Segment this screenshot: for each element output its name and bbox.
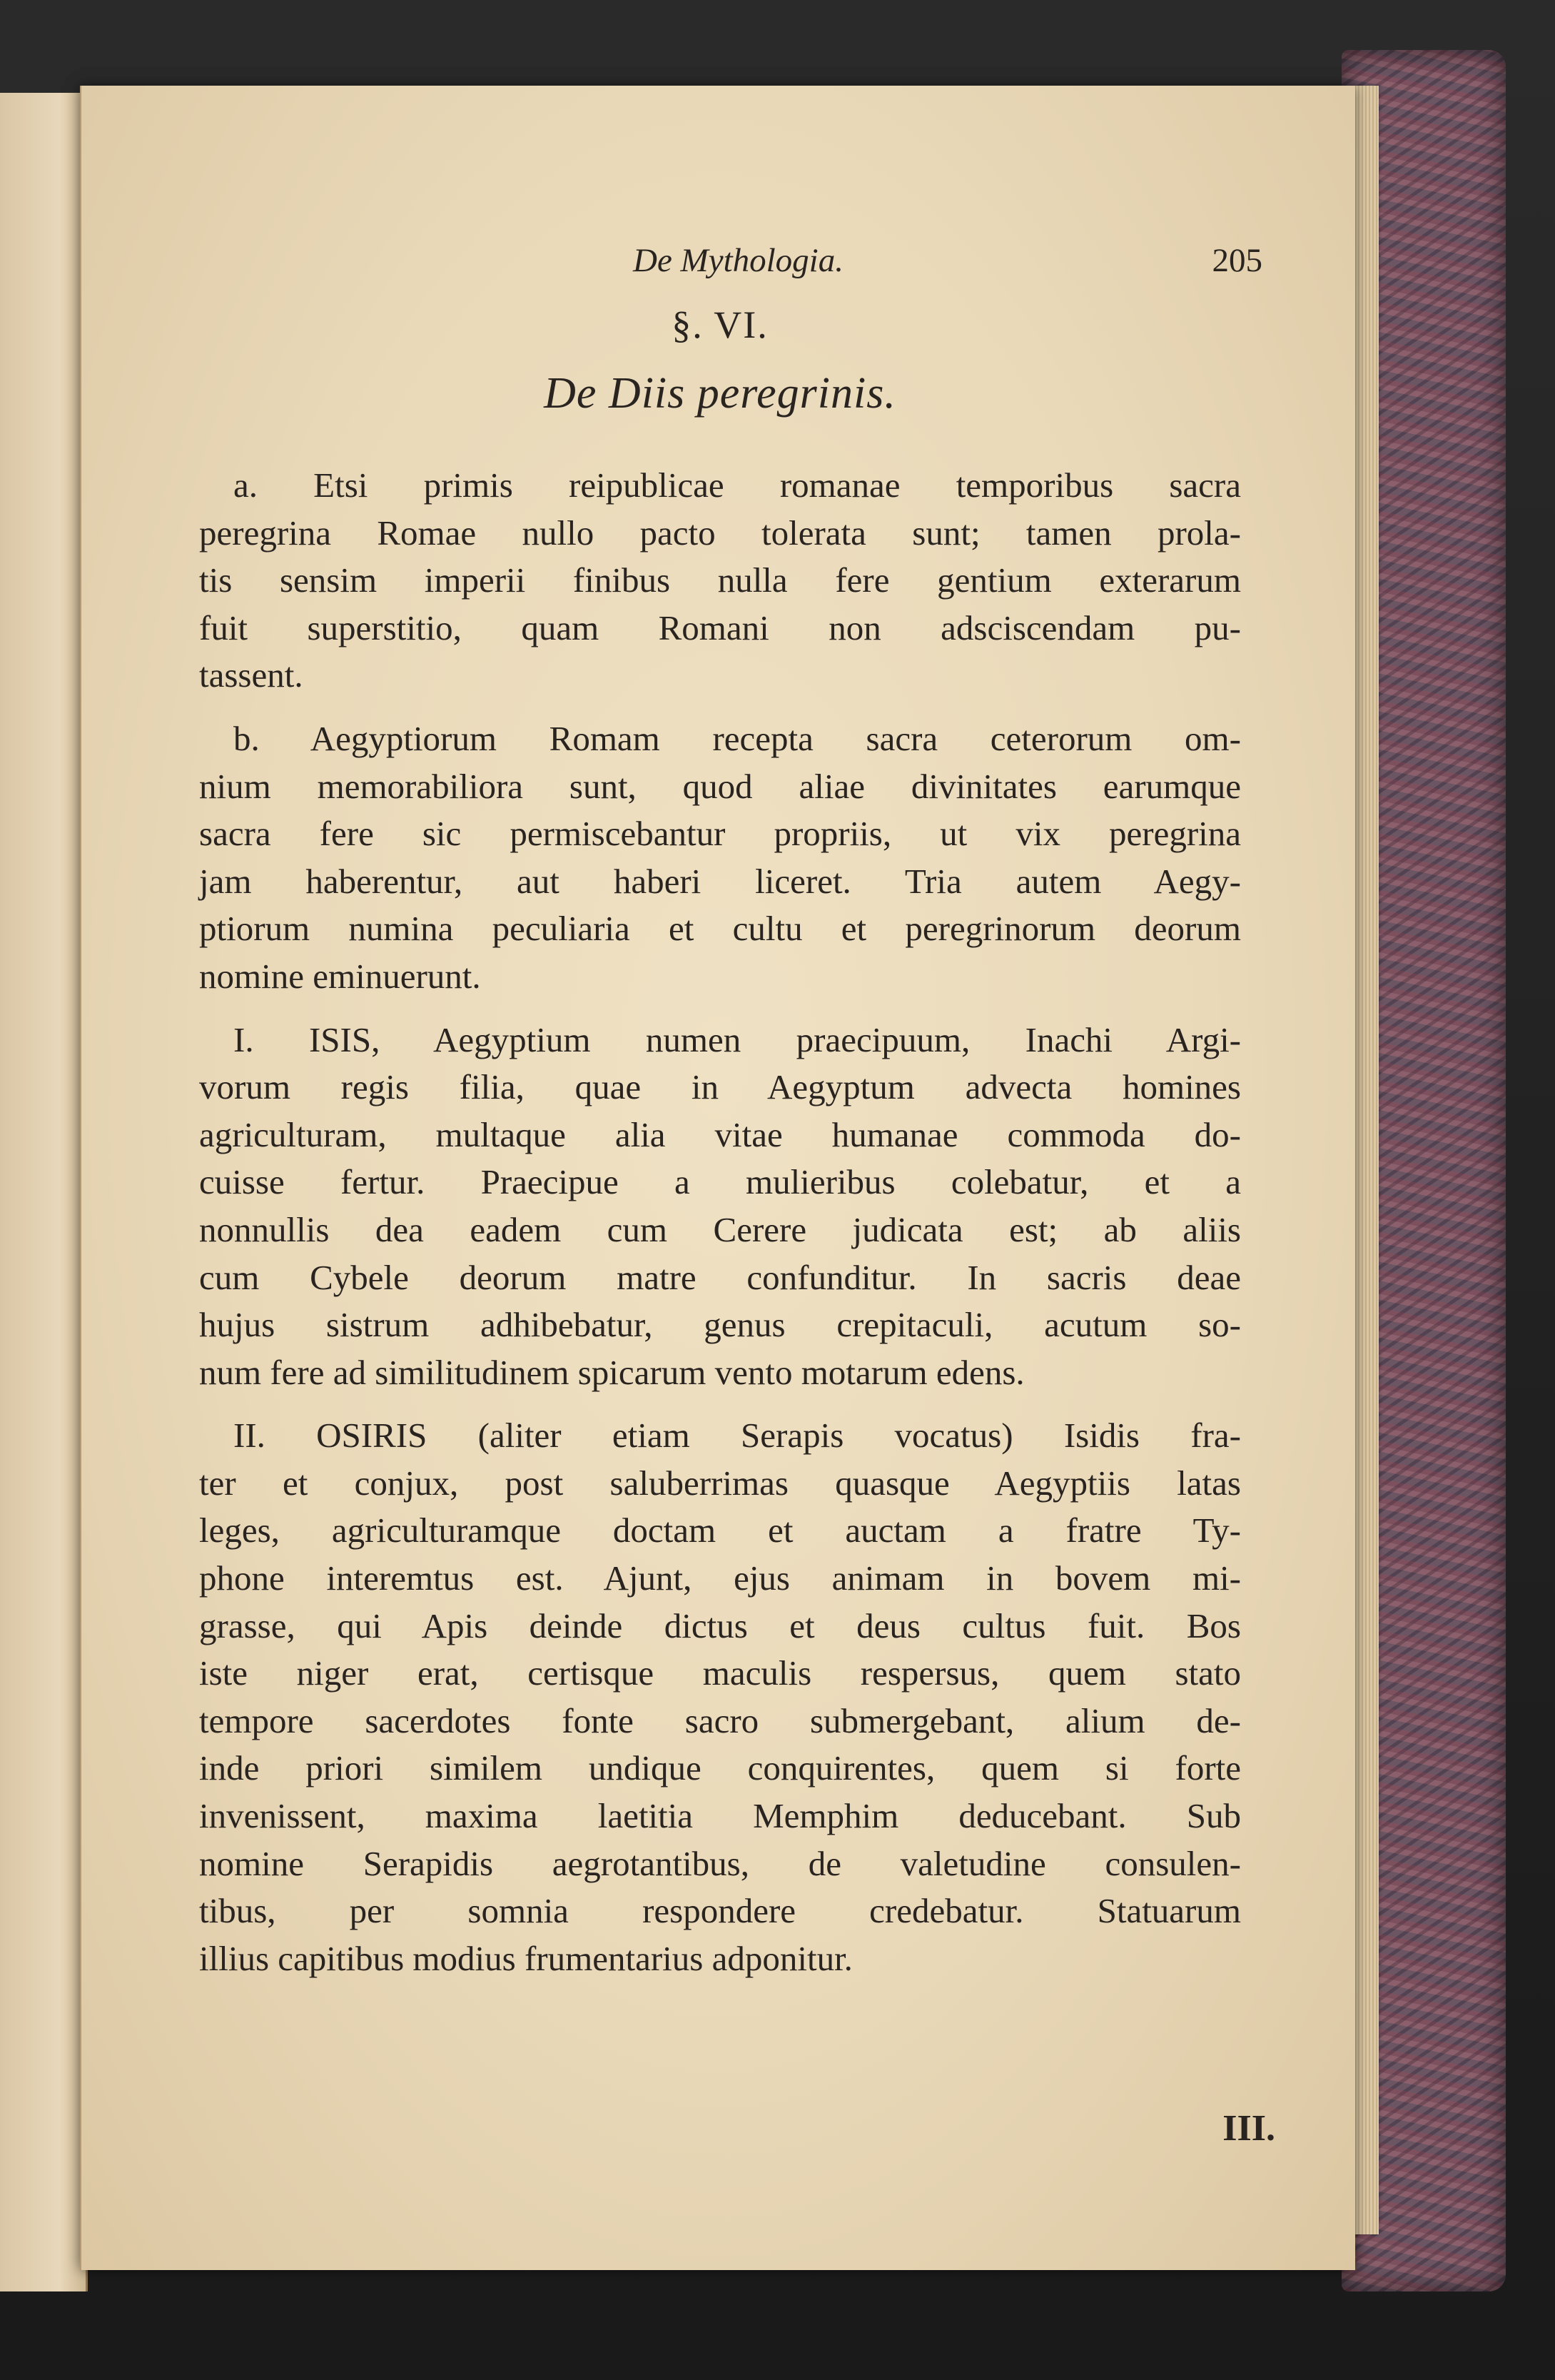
text-line: tempore sacerdotes fonte sacro submergebant, alium de- (199, 1700, 1241, 1740)
paragraph-a (199, 462, 1241, 700)
text-line: cuisse fertur. Praecipue a mulieribus colebatur, et a (199, 1162, 1241, 1202)
text-line: agriculturam, multaque alia vitae humanae commoda do- (199, 1114, 1241, 1154)
text-line: leges, agriculturamque doctam et auctam a fratre Ty- (199, 1511, 1241, 1550)
text-line: illius capitibus modius frumentarius adponitur. (199, 1938, 853, 1978)
running-head-title: De Mythologia. (633, 242, 844, 279)
paragraph-isis (199, 1017, 1241, 1397)
text-line: nium memorabiliora sunt, quod aliae divinitates earumque (199, 766, 1241, 806)
text-line: II. OSIRIS (aliter etiam Serapis vocatus) Isidis fra- (233, 1416, 1241, 1456)
book-page (80, 86, 1355, 2270)
text-line: a. Etsi primis reipublicae romanae temporibus sacra (233, 465, 1241, 505)
section-title: De Diis peregrinis. (544, 369, 896, 418)
text-line: tibus, per somnia respondere credebatur. Statuarum (199, 1891, 1241, 1931)
text-line: grasse, qui Apis deinde dictus et deus cultus fuit. Bos (199, 1605, 1241, 1645)
text-line: b. Aegyptiorum Romam recepta sacra ceterorum om- (233, 718, 1241, 758)
catchword: III. (1222, 2108, 1275, 2149)
running-head (199, 234, 1262, 298)
text-line: inde priori similem undique conquirentes, quem si forte (199, 1748, 1241, 1788)
text-line: fuit superstitio, quam Romani non adsciscendam pu- (199, 607, 1241, 647)
paragraph-b (199, 715, 1241, 1001)
page-number: 205 (1212, 242, 1262, 279)
section-number: §. VI. (672, 303, 769, 346)
text-block (199, 234, 1262, 1998)
text-line: vorum regis filia, quae in Aegyptum advecta homines (199, 1067, 1241, 1107)
text-line: nomine Serapidis aegrotantibus, de valetudine consulen- (199, 1843, 1241, 1883)
text-line: phone interemtus est. Ajunt, ejus animam in bovem mi- (199, 1558, 1241, 1598)
text-line: tassent. (199, 655, 303, 695)
text-line: tis sensim imperii finibus nulla fere gentium exterarum (199, 560, 1241, 600)
text-line: nonnullis dea eadem cum Cerere judicata est; ab aliis (199, 1209, 1241, 1249)
paragraph-osiris (199, 1412, 1241, 1982)
text-line: iste niger erat, certisque maculis respersus, quem stato (199, 1653, 1241, 1693)
text-line: I. ISIS, Aegyptium numen praecipuum, Inachi Argi- (233, 1019, 1241, 1059)
text-line: nomine eminuerunt. (199, 956, 481, 996)
text-line: invenissent, maxima laetitia Memphim deducebant. Sub (199, 1796, 1241, 1836)
text-line: num fere ad similitudinem spicarum vento motarum edens. (199, 1352, 1025, 1392)
text-line: peregrina Romae nullo pacto tolerata sunt; tamen prola- (199, 513, 1241, 553)
text-line: ter et conjux, post saluberrimas quasque Aegyptiis latas (199, 1463, 1241, 1503)
text-line: jam haberentur, aut haberi liceret. Tria autem Aegy- (199, 861, 1241, 901)
facing-page-edge (0, 93, 88, 2291)
text-line: cum Cybele deorum matre confunditur. In sacris deae (199, 1257, 1241, 1297)
text-line: sacra fere sic permiscebantur propriis, ut vix peregrina (199, 814, 1241, 854)
text-line: hujus sistrum adhibebatur, genus crepitaculi, acutum so- (199, 1305, 1241, 1345)
text-line: ptiorum numina peculiaria et cultu et peregrinorum deorum (199, 909, 1241, 949)
